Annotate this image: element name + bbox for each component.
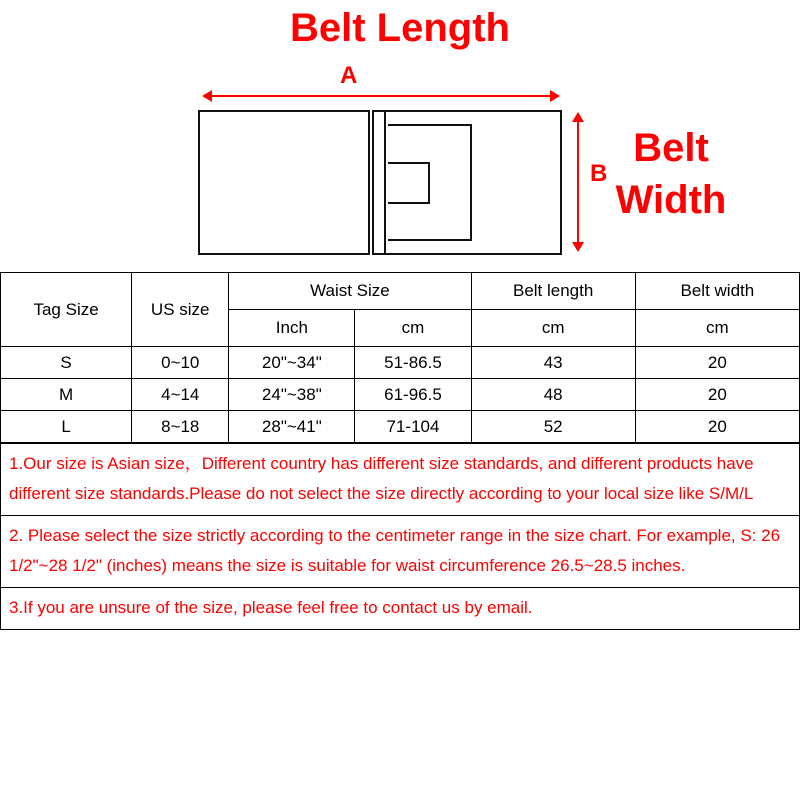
vertical-measure-arrow — [572, 112, 584, 252]
header-tag-size: Tag Size — [1, 273, 132, 347]
note-item — [0, 588, 800, 630]
note-text: 3.If you are unsure of the size, please feel free to contact us by email. — [9, 598, 533, 617]
cell-belt-length: 52 — [471, 411, 635, 443]
header-us-size: US size — [132, 273, 229, 347]
arrow-right-icon — [550, 90, 560, 102]
cell-belt-width: 20 — [635, 379, 799, 411]
cell-tag-size: M — [1, 379, 132, 411]
cell-waist-cm: 61-96.5 — [355, 379, 471, 411]
arrow-down-icon — [572, 242, 584, 252]
dimension-label-b: B — [590, 160, 608, 187]
table-row — [1, 411, 800, 443]
cell-waist-cm: 51-86.5 — [355, 347, 471, 379]
dimension-label-a: A — [340, 62, 358, 89]
header-waist-size: Waist Size — [229, 273, 471, 310]
cell-belt-length: 48 — [471, 379, 635, 411]
note-text: 2. Please select the size strictly according to the centimeter range in the size chart. For example, S: 26 1/2"~28 1/2" (inches) means the size is suitable for waist circumference 26.5~28.5 inches. — [9, 526, 781, 575]
note-item — [0, 443, 800, 516]
cell-waist-inch: 20"~34" — [229, 347, 355, 379]
note-text: 1.Our size is Asian size，Different country has different size standards, and different products have different size standards.Please do not select the size directly according to your local size like S/M/L — [9, 454, 754, 503]
belt-buckle-bar-shape — [384, 110, 386, 255]
horizontal-measure-arrow — [202, 90, 560, 102]
measure-line — [577, 118, 579, 246]
header-belt-width: Belt width — [635, 273, 799, 310]
belt-buckle-notch-shape — [388, 162, 430, 204]
notes-section — [0, 443, 800, 630]
belt-width-title-line2: Width — [615, 178, 727, 222]
cell-waist-inch: 24"~38" — [229, 379, 355, 411]
header-belt-length: Belt length — [471, 273, 635, 310]
header-belt-width-unit: cm — [635, 310, 799, 347]
table-header-row-1 — [1, 273, 800, 310]
measure-line — [208, 95, 554, 97]
belt-illustration — [198, 110, 562, 255]
cell-us-size: 4~14 — [132, 379, 229, 411]
cell-tag-size: S — [1, 347, 132, 379]
cell-waist-cm: 71-104 — [355, 411, 471, 443]
cell-belt-width: 20 — [635, 411, 799, 443]
header-waist-cm: cm — [355, 310, 471, 347]
table-row — [1, 379, 800, 411]
header-belt-length-unit: cm — [471, 310, 635, 347]
cell-us-size: 8~18 — [132, 411, 229, 443]
cell-us-size: 0~10 — [132, 347, 229, 379]
cell-belt-length: 43 — [471, 347, 635, 379]
cell-tag-size: L — [1, 411, 132, 443]
size-table — [0, 272, 800, 443]
belt-strap-shape — [198, 110, 370, 255]
cell-belt-width: 20 — [635, 347, 799, 379]
belt-diagram — [0, 0, 800, 272]
header-waist-inch: Inch — [229, 310, 355, 347]
belt-width-title-line1: Belt — [633, 126, 709, 170]
table-row — [1, 347, 800, 379]
cell-waist-inch: 28"~41" — [229, 411, 355, 443]
belt-length-title: Belt Length — [290, 6, 510, 50]
note-item — [0, 516, 800, 588]
